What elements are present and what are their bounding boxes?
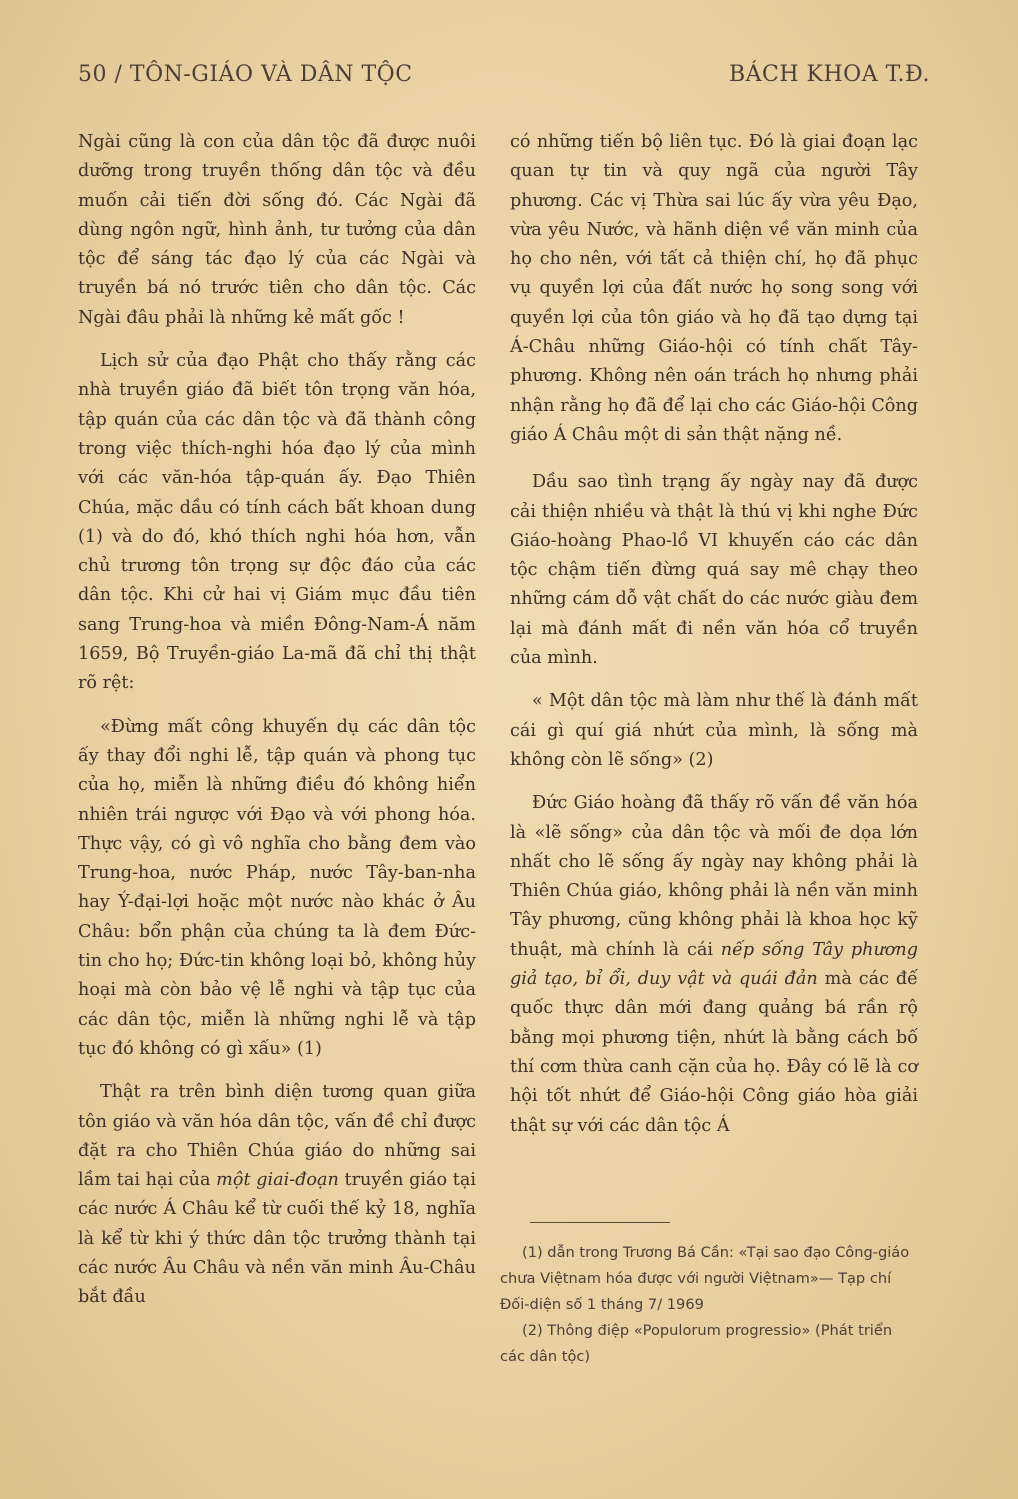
header-publication: BÁCH KHOA T.Đ. [728,62,930,87]
left-quote-paragraph: «Đừng mất công khuyến dụ các dân tộc ấy thay đổi nghi lễ, tập quán và phong tục của họ, miễn là những điều đó không hiển nhiên trái ngược với Đạo và với phong hóa. Thực vậy, có gì vô nghĩa cho bằng đem vào Trung-hoa, nước Pháp, nước Tây-ban-nha hay Ý-đại-lợi hoặc một nước nào khác ở Âu Châu: bổn phận của chúng ta là đem Đức-tin cho họ; Đức-tin không loại bỏ, không hủy hoại mà còn bảo vệ lễ nghi và tập tục của các dân tộc, miễn là những nghi lễ và tập tục đó không có gì xấu» (1) [78,716,476,1059]
left-paragraph-4-end: truyền giáo tại các nước Á Châu kể từ cuối thế kỷ 18, nghĩa là kể từ khi ý thức dân tộc trưởng thành tại các nước Âu Châu và nền văn minh Âu-Châu bắt đầu [78,1170,476,1308]
left-paragraph-4-emphasis: một giai-đoạn [216,1170,339,1191]
left-paragraph-4-start: Thật ra trên bình diện tương quan giữa tôn giáo và văn hóa dân tộc, vấn đề chỉ được đặt ra cho Thiên Chúa giáo do những sai lầm tai hại của [78,1082,476,1191]
right-paragraph-4 [510,789,918,1141]
left-paragraph-4 [78,1078,476,1312]
right-paragraph-2: Dầu sao tình trạng ấy ngày nay đã được cải thiện nhiều và thật là thú vị khi nghe Đức Giáo-hoàng Phao-lồ VI khuyến cáo các dân tộc chậm tiến đừng quá say mê chạy theo những cám dỗ vật chất do các nước giàu đem lại mà đánh mất đi nền văn hóa cổ truyền của mình. [510,472,918,669]
right-quote-paragraph: « Một dân tộc mà làm như thế là đánh mất cái gì quí giá nhứt của mình, là sống mà không còn lẽ sống» (2) [510,691,918,770]
left-paragraph-1: Ngài cũng là con của dân tộc đã được nuôi dưỡng trong truyền thống dân tộc và đều muốn cải tiến đời sống đó. Các Ngài đã dùng ngôn ngữ, hình ảnh, tư tưởng của dân tộc để sáng tác đạo lý của các Ngài và truyền bá nó trước tiên cho dân tộc. Các Ngài đâu phải là những kẻ mất gốc ! [78,132,476,328]
footnotes [500,1240,910,1370]
running-header [78,62,930,94]
footnote-divider [530,1222,670,1223]
left-column [78,128,476,1313]
right-column [510,128,918,1141]
header-page-and-section: 50 / TÔN-GIÁO VÀ DÂN TỘC [78,62,413,87]
right-paragraph-4-end: mà các đế quốc thực dân mới đang quảng bá rần rộ bằng mọi phương tiện, nhứt là bằng cách bố thí cơm thừa canh cặn của họ. Đây có lẽ là cơ hội tốt nhứt để Giáo-hội Công giáo hòa giải thật sự với các dân tộc Á [510,969,918,1136]
left-paragraph-2: Lịch sử của đạo Phật cho thấy rằng các nhà truyền giáo đã biết tôn trọng văn hóa, tập quán của các dân tộc và đã thành công trong việc thích-nghi hóa đạo lý của mình với các văn-hóa tập-quán ấy. Đạo Thiên Chúa, mặc dầu có tính cách bất khoan dung (1) và do đó, khó thích nghi hóa hơn, vẫn chủ trương tôn trọng sự độc đáo của các dân tộc. Khi cử hai vị Giám mục đầu tiên sang Trung-hoa và miền Đông-Nam-Á năm 1659, Bộ Truyền-giáo La-mã đã chỉ thị thật rõ rệt: [78,351,476,694]
right-paragraph-1: có những tiến bộ liên tục. Đó là giai đoạn lạc quan tự tin và quy ngã của người Tây phương. Các vị Thừa sai lúc ấy vừa yêu Đạo, vừa yêu Nước, và hãnh diện về văn minh của họ cho nên, với tất cả thiện chí, họ đã phục vụ quyền lợi của đất nước họ song song với quyền lợi của tôn giáo và họ đã tạo dựng tại Á-Châu những Giáo-hội có tính chất Tây-phương. Không nên oán trách họ nhưng phải nhận rằng họ đã để lại cho các Giáo-hội Công giáo Á Châu một di sản thật nặng nề. [510,132,918,445]
right-paragraph-4-start: Đức Giáo hoàng đã thấy rõ vấn đề văn hóa là «lẽ sống» của dân tộc và mối đe dọa lớn nhất cho lẽ sống ấy ngày nay không phải là Thiên Chúa giáo, không phải là nền văn minh Tây phương, cũng không phải là khoa học kỹ thuật, mà chính là cái [510,793,918,960]
footnote-1: (1) dẫn trong Trương Bá Cần: «Tại sao đạo Công-giáo chưa Việtnam hóa được với người Việtnam»— Tạp chí Đối-diện số 1 tháng 7/ 1969 [500,1244,910,1313]
right-paragraph-4-emphasis: nếp sống Tây phương giả tạo, bỉ ổi, duy vật và quái đản [510,939,918,990]
footnote-2: (2) Thông điệp «Populorum progressio» (Phát triển các dân tộc) [500,1322,893,1365]
